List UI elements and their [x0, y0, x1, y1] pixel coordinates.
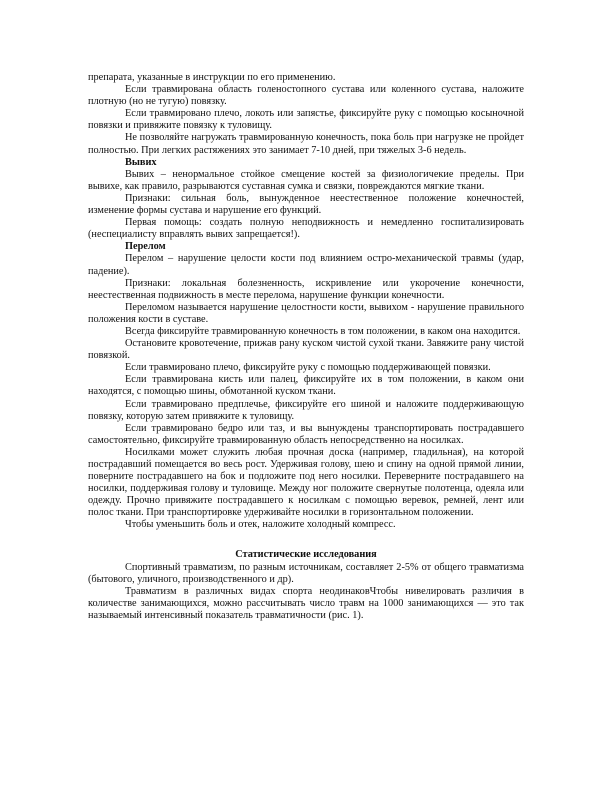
paragraph: Первая помощь: создать полную неподвижность и немедленно госпитализировать (неспециалисту вправлять вывих запрещается!).: [88, 217, 524, 241]
paragraph: Если травмировано плечо, локоть или запястье, фиксируйте руку с помощью косыночной повязки и привяжите повязку к туловищу.: [88, 108, 524, 132]
paragraph: Если травмировано бедро или таз, и вы вынуждены транспортировать пострадавшего самостоятельно, фиксируйте травмированную область непосредственно на носилках.: [88, 422, 524, 446]
heading-perelom: Перелом: [125, 241, 166, 253]
paragraph: препарата, указанные в инструкции по его применению.: [88, 72, 336, 83]
section-heading-statistics: Статистические исследования: [235, 548, 377, 560]
paragraph: Если травмирована кисть или палец, фиксируйте их в том положении, в каком они находятся, с помощью шины, обмотанной куском ткани.: [88, 374, 524, 398]
paragraph: Признаки: сильная боль, вынужденное неестественное положение конечностей, изменение формы сустава и нарушение его функций.: [88, 192, 524, 217]
paragraph: Травматизм в различных видах спорта неодинаковЧтобы нивелировать различия в количестве занимающихся, можно рассчитывать число травм на 1000 занимающихся — это так называемый интенсивный показатель травматичности (рис. 1).: [88, 585, 524, 622]
paragraph: Не позволяйте нагружать травмированную конечность, пока боль при нагрузке не пройдет полностью. При легких растяжениях это занимает 7-10 дней, при тяжелых 3-6 недель.: [88, 132, 524, 156]
paragraph: Всегда фиксируйте травмированную конечность в том положении, в каком она находится.: [125, 325, 521, 337]
paragraph: Перелом – нарушение целости кости под влиянием остро-механической травмы (удар, падение).: [88, 253, 524, 277]
paragraph: Если травмирована область голеностопного сустава или коленного сустава, наложите плотную (но не тугую) повязку.: [88, 84, 524, 108]
paragraph: Носилками может служить любая прочная доска (например, гладильная), на которой пострадавший помещается во весь рост. Удерживая голову, шею и спину на одной прямой линии, поверните пострадавшего на бок и подложите под него носилки. Переверните пострадавшего на носилки, поддерживая голову и туловище. Между ног положите свернутые полотенца, одеяла или одежду. Прочно привяжите пострадавшего к носилкам с помощью веревок, ремней, лент или полос ткани. При транспортировке удерживайте носилки в горизонтальном положении.: [88, 446, 524, 519]
document-body: [88, 72, 524, 622]
paragraph: Чтобы уменьшить боль и отек, наложите холодный компресс.: [125, 519, 396, 531]
heading-vyvih: Вывих: [125, 156, 157, 168]
paragraph: Переломом называется нарушение целостности кости, вывихом - нарушение правильного положения кости в суставе.: [88, 301, 524, 325]
paragraph: Вывих – ненормальное стойкое смещение костей за физиологичекие пределы. При вывихе, как правило, разрываются суставная сумка и связки, повреждаются мягкие ткани.: [88, 168, 524, 192]
paragraph: Если травмировано плечо, фиксируйте руку с помощью поддерживающей повязки.: [125, 362, 491, 374]
paragraph: Признаки: локальная болезненность, искривление или укорочение конечности, неестественная подвижность в месте перелома, нарушение функции конечности.: [88, 277, 524, 301]
paragraph: Спортивный травматизм, по разным источникам, составляет 2-5% от общего травматизма (бытового, уличного, производственного и др).: [88, 561, 524, 585]
paragraph: Остановите кровотечение, прижав рану куском чистой сухой ткани. Завяжите рану чистой повязкой.: [88, 338, 524, 362]
paragraph: Если травмировано предплечье, фиксируйте его шиной и наложите поддерживающую повязку, которую затем привяжите к туловищу.: [88, 398, 524, 422]
